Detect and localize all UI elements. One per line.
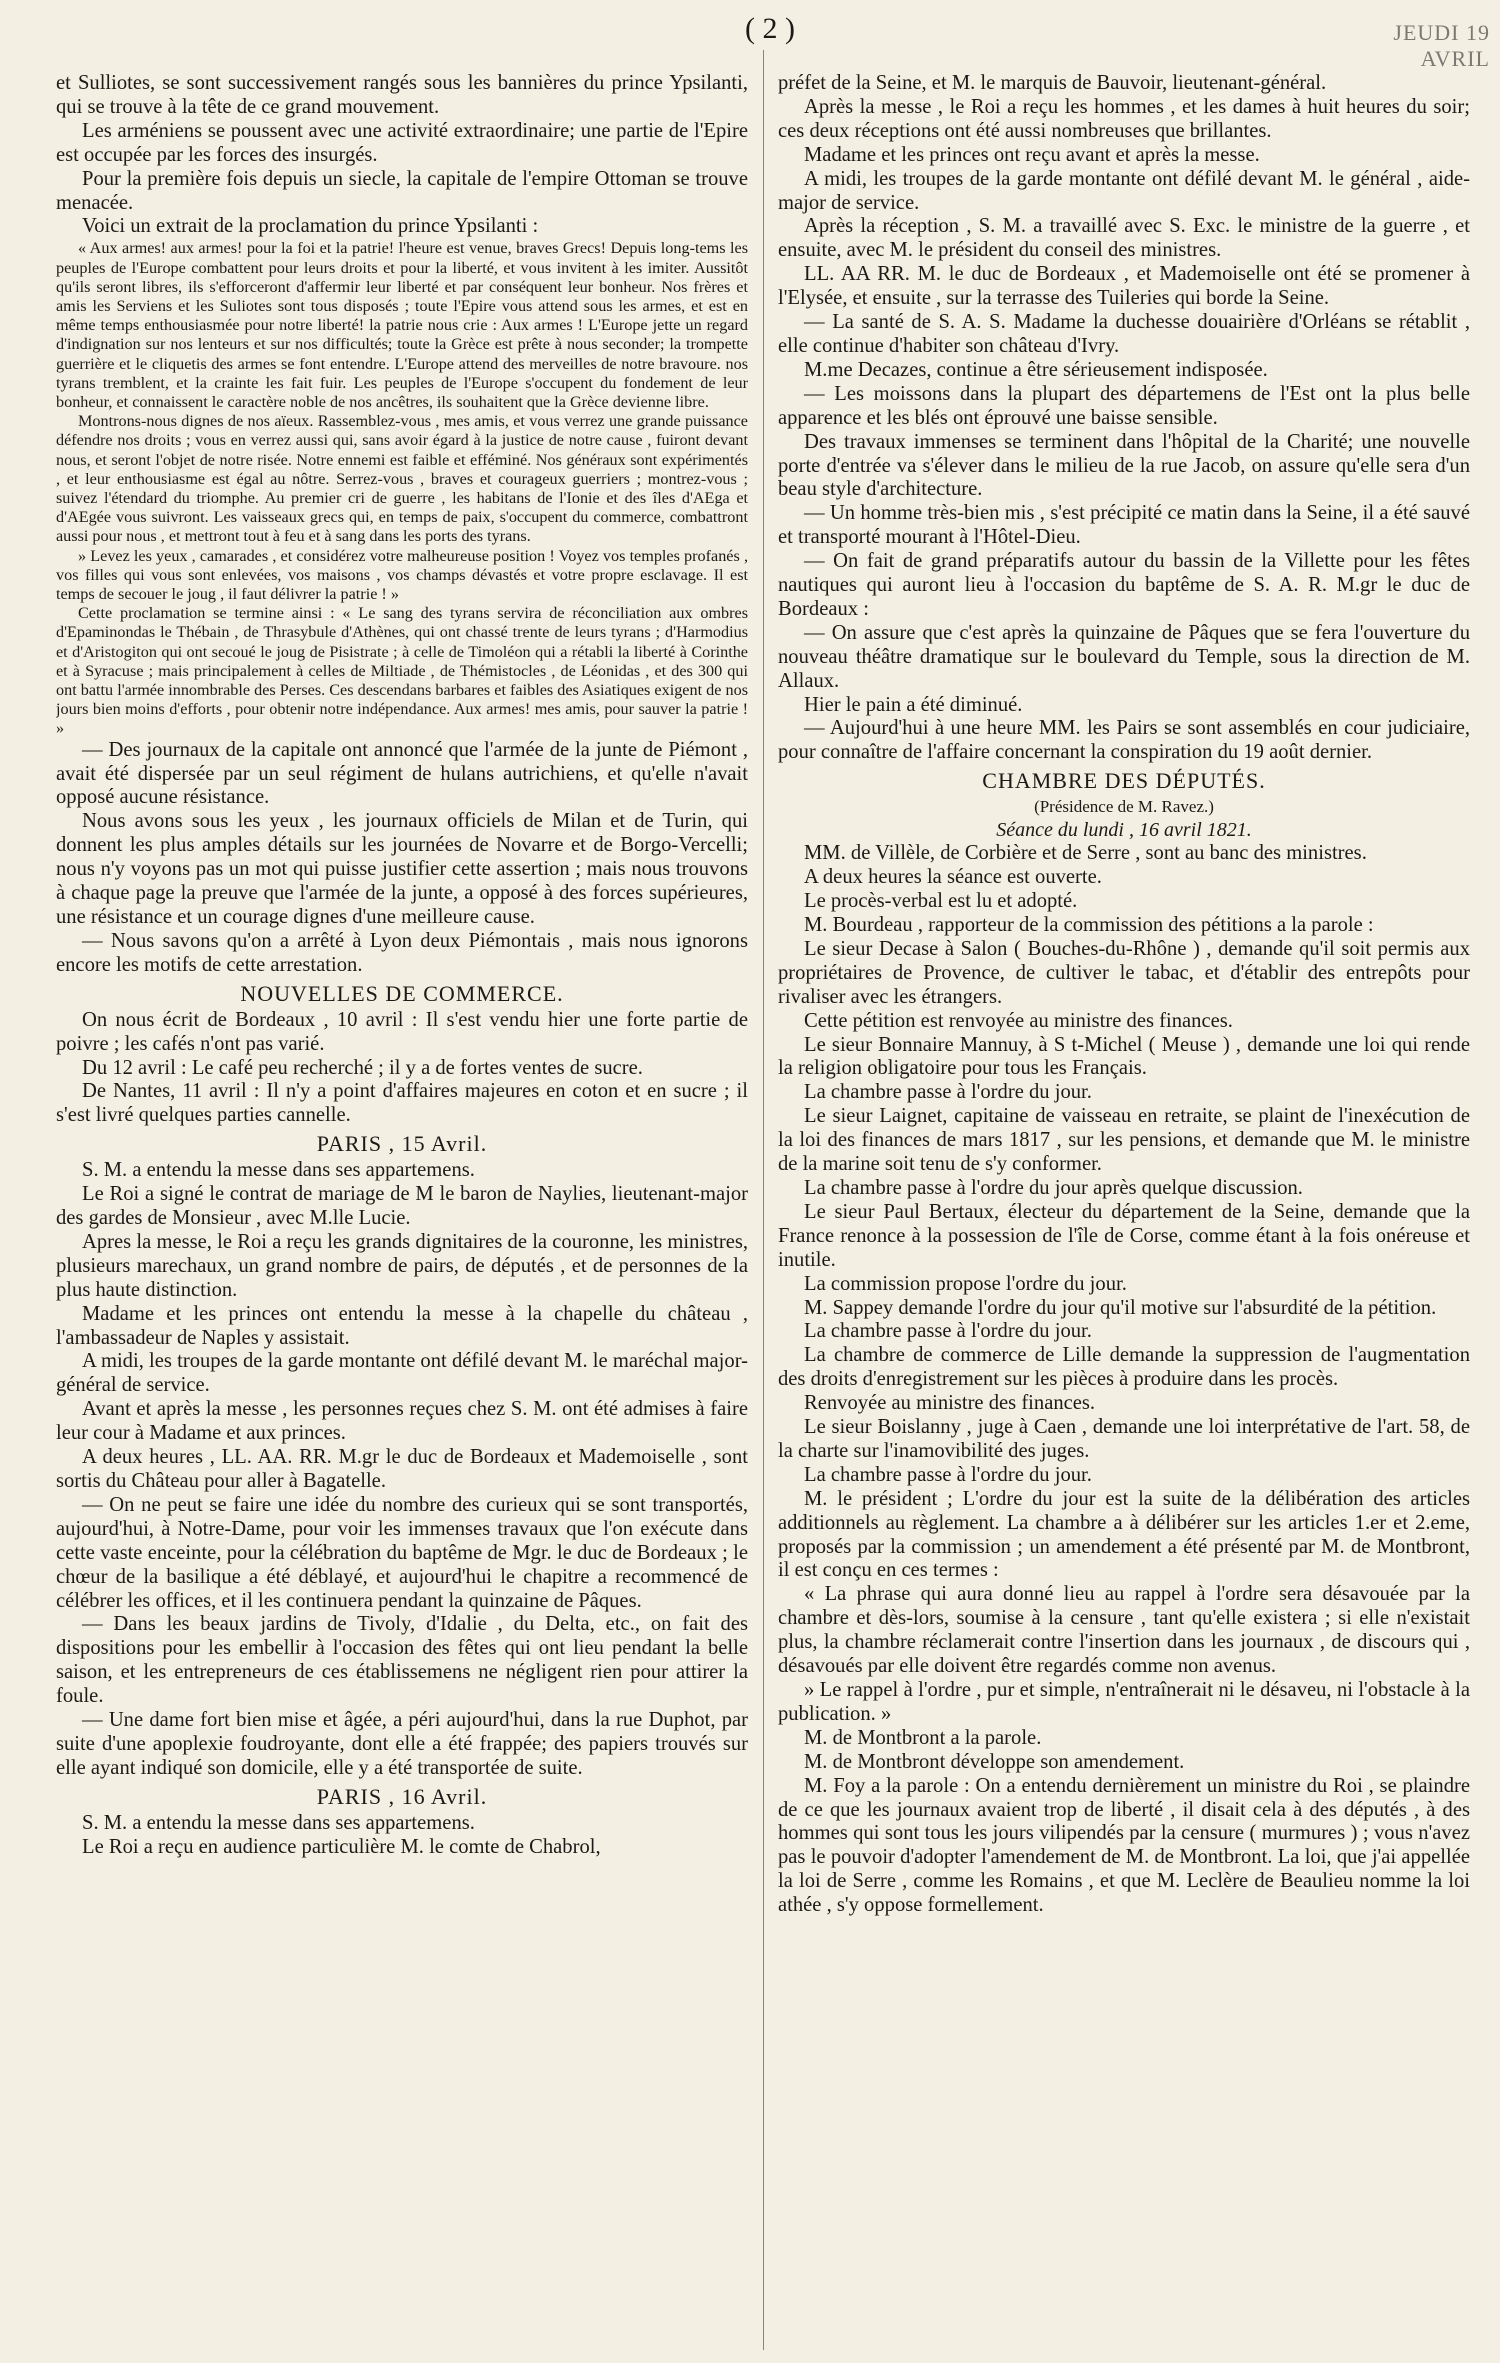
- proclamation-paragraph: « Aux armes! aux armes! pour la foi et la patrie! l'heure est venue, braves Grecs! Depuis long-tems les peuples de l'Europe combattent pour leurs droits et pour la liberté, et vous invitent à les imiter. Aussitôt qu'ils seront libres, ils s'efforceront d'affermir leur liberté et par conséquent leur bonheur. Nos frères et amis les Serviens et les Suliotes sont tous disposés ; toute l'Epire vous attend sous les armes, et est en même temps enthousiasmée pour notre liberté! la patrie nous crie : Aux armes ! L'Europe jette un regard d'indignation sur nos lenteurs et sur nos difficultés; toute la Grèce est prête à nous seconder; la trompette guerrière et le cliquetis des armes se font entendre. L'Europe attend des merveilles de notre bravoure. nos tyrans tremblent, et la crainte les fait fuir. Les peuples de l'Europe s'occupent du fondement de leur bonheur, et connaissent le caractère noble de nos ancêtres, ils souhaitent que la Grèce devienne libre.: [56, 239, 748, 411]
- paragraph: Le sieur Paul Bertaux, électeur du département de la Seine, demande que la France renonce à la possession de l'île de Corse, comme étant à la fois onéreuse et inutile.: [778, 1200, 1470, 1271]
- paragraph: Renvoyée au ministre des finances.: [804, 1392, 1096, 1415]
- paragraph: Nous avons sous les yeux , les journaux officiels de Milan et de Turin, qui donnent les plus amples détails sur les journées de Novarre et de Borgo-Vercelli; nous n'y voyons pas un mot qui puisse justifier cette assertion ; mais nous trouvons à chaque page la preuve que l'armée de la junte, a opposé à des forces supérieures, une résistance et un courage dignes d'une meilleure cause.: [56, 810, 748, 928]
- proclamation-paragraph: Cette proclamation se termine ainsi : « Le sang des tyrans servira de réconciliation aux ombres d'Epaminondas le Thébain , de Thrasybule d'Athènes, qui ont chassé trente de leurs tyrans ; d'Harmodius et d'Aristogiton qui ont secoué le joug de Pisistrate ; à celle de Timoléon qui a rétabli la liberté à Corinthe et à Syracuse ; mais principalement à celles de Miltiade , de Thémistocles , de Léonidas , et des 300 qui ont battu l'armée innombrable des Perses. Ces descendans barbares et faibles des Asiatiques exigent de nos jours bien moins d'efforts , pour obtenir notre indépendance. Aux armes! mes amis, pour sauver la patrie ! »: [56, 604, 748, 738]
- paragraph: Des travaux immenses se terminent dans l'hôpital de la Charité; une nouvelle porte d'entrée va s'élever dans le milieu de la rue Jacob, on assure qu'elle sera d'un beau style d'architecture.: [778, 430, 1470, 501]
- paragraph: La chambre passe à l'ordre du jour.: [804, 1463, 1092, 1486]
- paragraph: Le sieur Bonnaire Mannuy, à S t-Michel ( Meuse ) , demande une loi qui rende la religion obligatoire pour tous les Français.: [778, 1033, 1470, 1080]
- paragraph: Du 12 avril : Le café peu recherché ; il y a de fortes ventes de sucre.: [82, 1056, 643, 1079]
- paragraph: Madame et les princes ont entendu la messe à la chapelle du château , l'ambassadeur de Naples y assistait.: [56, 1302, 748, 1349]
- paragraph: Le procès-verbal est lu et adopté.: [804, 890, 1078, 913]
- paragraph: On nous écrit de Bordeaux , 10 avril : Il s'est vendu hier une forte partie de poivre ; les cafés n'ont pas varié.: [56, 1008, 748, 1055]
- section-heading-paris-15: PARIS , 15 Avril.: [316, 1131, 488, 1157]
- paragraph: Cette pétition est renvoyée au ministre des finances.: [804, 1009, 1233, 1032]
- seance-line: Séance du lundi , 16 avril 1821.: [996, 819, 1252, 842]
- paragraph: préfet de la Seine, et M. le marquis de Bauvoir, lieutenant-général.: [778, 72, 1327, 94]
- paragraph: — Les moissons dans la plupart des départemens de l'Est ont la plus belle apparence et les blés ont éprouvé une baisse sensible.: [778, 382, 1470, 429]
- paragraph: A midi, les troupes de la garde montante ont défilé devant M. le général , aide-major de service.: [778, 167, 1470, 214]
- paragraph: Le sieur Decase à Salon ( Bouches-du-Rhône ) , demande qu'il soit permis aux propriétaires de Provence, de cultiver le tabac, et d'établir des entrepôts pour rivaliser avec les étrangers.: [778, 937, 1470, 1008]
- paragraph: La chambre passe à l'ordre du jour après quelque discussion.: [804, 1176, 1303, 1199]
- paragraph: — On assure que c'est après la quinzaine de Pâques que se fera l'ouverture du nouveau théâtre dramatique sur le boulevard du Temple, sous la direction de M. Allaux.: [778, 621, 1470, 692]
- header-fragment: JEUDI 19 AVRIL: [1393, 20, 1490, 71]
- paragraph: — La santé de S. A. S. Madame la duchesse douairière d'Orléans se rétablit , elle continue d'habiter son château d'Ivry.: [778, 311, 1470, 357]
- paragraph: Après la réception , S. M. a travaillé avec S. Exc. le ministre de la guerre , et ensuite, avec M. le président du conseil des ministres.: [778, 215, 1470, 262]
- paragraph: — On ne peut se faire une idée du nombre des curieux qui se sont transportés, aujourd'hui, à Notre-Dame, pour voir les immenses travaux que l'on exécute dans cette vaste enceinte, pour la célébration du baptême de Mgr. le duc de Bordeaux ; le chœur de la basilique a été déblayé, et aujourd'hui le chapitre a recommencé de célébrer les offices, et il les continuera pendant la quinzaine de Pâques.: [56, 1493, 748, 1612]
- paragraph: Après la messe , le Roi a reçu les hommes , et les dames à huit heures du soir; ces deux réceptions ont été aussi nombreuses que brillantes.: [778, 95, 1470, 142]
- paragraph: Le sieur Laignet, capitaine de vaisseau en retraite, se plaint de l'inexécution de la loi des finances de mars 1817 , sur les pensions, et demande que M. le ministre de la marine soit tenu de s'y conformer.: [778, 1105, 1470, 1176]
- paragraph: Voici un extrait de la proclamation du prince Ypsilanti :: [82, 215, 539, 238]
- paragraph: S. M. a entendu la messe dans ses appartemens.: [82, 1159, 475, 1182]
- paragraph: Pour la première fois depuis un siecle, la capitale de l'empire Ottoman se trouve menacée.: [56, 167, 748, 214]
- paragraph: A deux heures la séance est ouverte.: [804, 866, 1102, 889]
- paragraph: M. de Montbront développe son amendement.: [804, 1750, 1185, 1773]
- paragraph: Le Roi a reçu en audience particulière M. le comte de Chabrol,: [82, 1835, 601, 1858]
- paragraph: LL. AA RR. M. le duc de Bordeaux , et Mademoiselle ont été se promener à l'Elysée, et ensuite , sur la terrasse des Tuileries qui borde la Seine.: [778, 263, 1470, 310]
- paragraph: A deux heures , LL. AA. RR. M.gr le duc de Bordeaux et Mademoiselle , sont sortis du Château pour aller à Bagatelle.: [56, 1446, 748, 1492]
- paragraph: La chambre passe à l'ordre du jour.: [804, 1320, 1092, 1343]
- paragraph: Avant et après la messe , les personnes reçues chez S. M. ont été admises à faire leur cour à Madame et aux princes.: [56, 1398, 748, 1445]
- paragraph: » Le rappel à l'ordre , pur et simple, n'entraînerait ni le désaveu, ni l'obstacle à la publication. »: [778, 1679, 1470, 1725]
- paragraph: — Des journaux de la capitale ont annoncé que l'armée de la junte de Piémont , avait été dispersée par un seul régiment de hulans autrichiens, et qu'elle n'avait opposé aucune résistance.: [56, 738, 748, 809]
- right-column: [778, 72, 1470, 2352]
- paragraph: M. Foy a la parole : On a entendu dernièrement un ministre du Roi , se plaindre de ce que les journaux avaient trop de liberté , il disait cela à des députés , à des hommes qui sont tous les jours vilipendés par la censure ( murmures ) ; vous n'avez pas le pouvoir d'adopter l'amendement de M. de Montbront. La loi, que j'ai appellée la loi de Serre , comme les Romains , et que M. Leclère de Beaulieu nomme la loi athée , s'y oppose formellement.: [778, 1774, 1470, 1917]
- paragraph: La chambre de commerce de Lille demande la suppression de l'augmentation des droits d'enregistrement sur les pièces à produire dans les procès.: [778, 1344, 1470, 1391]
- paragraph: — Une dame fort bien mise et âgée, a péri aujourd'hui, dans la rue Duphot, par suite d'une apoplexie foudroyante, dont elle a été frappée; des papiers trouvés sur elle ayant indiqué son domicile, elle y a été transportée de suite.: [56, 1709, 748, 1779]
- proclamation-paragraph: » Levez les yeux , camarades , et considérez votre malheureuse position ! Voyez vos temples profanés , vos filles qui vous sont enlevées, vos maisons , vos champs dévastés et votre propre esclavage. Il est temps de secouer le joug , il faut délivrer la patrie ! »: [56, 546, 748, 603]
- paragraph: — Un homme très-bien mis , s'est précipité ce matin dans la Seine, il a été sauvé et transporté mourant à l'Hôtel-Dieu.: [778, 502, 1470, 549]
- paragraph: Le sieur Boislanny , juge à Caen , demande une loi interprétative de l'art. 58, de la charte sur l'inamovibilité des juges.: [778, 1416, 1470, 1462]
- paragraph: Le Roi a signé le contrat de mariage de M le baron de Naylies, lieutenant-major des gardes de Monsieur , avec M.lle Lucie.: [56, 1183, 748, 1230]
- paragraph: M. de Montbront a la parole.: [804, 1726, 1042, 1749]
- paragraph: « La phrase qui aura donné lieu au rappel à l'ordre sera désavouée par la chambre et dès-lors, soumise à la censure , tant qu'elle existera ; si elle n'existait plus, la chambre réclamerait contre l'insertion dans les journaux , de discours qui , désavoués par elle doivent être regardés comme non avenus.: [778, 1583, 1470, 1678]
- paragraph: M. le président ; L'ordre du jour est la suite de la délibération des articles additionnels au règlement. La chambre a à délibérer sur les articles 1.er et 2.eme, proposés par la commission ; un amendement a été présenté par M. de Montbront, il est conçu en ces termes :: [778, 1487, 1470, 1582]
- paragraph: De Nantes, 11 avril : Il n'y a point d'affaires majeures en coton et en sucre ; il s'est livré quelques parties cannelle.: [56, 1080, 748, 1127]
- paragraph: A midi, les troupes de la garde montante ont défilé devant M. le maréchal major-général de service.: [56, 1350, 748, 1397]
- paragraph: — Nous savons qu'on a arrêté à Lyon deux Piémontais , mais nous ignorons encore les motifs de cette arrestation.: [56, 929, 748, 976]
- proclamation-paragraph: Montrons-nous dignes de nos aïeux. Rassemblez-vous , mes amis, et vous verrez une grande puissance défendre nos droits ; vous en verrez aussi qui, sans avoir égard à la justice de notre cause , fuiront devant nous, et seront l'objet de notre risée. Notre ennemi est faible et efféminé. Nos généraux sont expérimentés , et leur enthousiasme est égal au nôtre. Serrez-vous , braves et courageux guerriers ; montrez-vous ; suivez l'étendard du triomphe. Au premier cri de guerre , les habitans de l'Ionie et des îles d'AEga et d'AEgée vous suivront. Les vaisseaux grecs qui, en temps de paix, s'occupent du commerce, combattront aussi pour nous , et mettront tout à feu et à sang dans les ports des tyrans.: [56, 412, 748, 546]
- column-divider: [763, 50, 764, 2350]
- paragraph: — Dans les beaux jardins de Tivoly, d'Idalie , du Delta, etc., on fait des dispositions pour les embellir à l'occasion des fêtes qui ont lieu pendant la belle saison, et les entrepreneurs de ces établissemens ne négligent rien pour attirer la foule.: [56, 1613, 748, 1708]
- paragraph: — On fait de grand préparatifs autour du bassin de la Villette pour les fêtes nautiques qui auront lieu à l'occasion du baptême de S. A. R. M.gr le duc de Bordeaux :: [778, 550, 1470, 620]
- paragraph: Apres la messe, le Roi a reçu les grands dignitaires de la couronne, les ministres, plusieurs marechaux, un grand nombre de pairs, de députés , et de personnes de la plus haute distinction.: [56, 1230, 748, 1301]
- left-column: [56, 72, 748, 2352]
- paragraph: M. Sappey demande l'ordre du jour qu'il motive sur l'absurdité de la pétition.: [804, 1296, 1437, 1319]
- paragraph: M.me Decazes, continue a être sérieusement indisposée.: [804, 358, 1268, 381]
- paragraph: M. Bourdeau , rapporteur de la commission des pétitions a la parole :: [804, 914, 1374, 936]
- paragraph: La commission propose l'ordre du jour.: [804, 1272, 1127, 1295]
- paragraph: — Aujourd'hui à une heure MM. les Pairs se sont assemblés en cour judiciaire, pour connaître de l'affaire concernant la conspiration du 19 août dernier.: [778, 717, 1470, 764]
- paragraph: S. M. a entendu la messe dans ses appartemens.: [82, 1811, 475, 1834]
- paragraph: Les arméniens se poussent avec une activité extraordinaire; une partie de l'Epire est occupée par les forces des insurgés.: [56, 119, 748, 166]
- section-heading-commerce: NOUVELLES DE COMMERCE.: [240, 980, 564, 1006]
- section-heading-chamber: CHAMBRE DES DÉPUTÉS.: [982, 768, 1266, 794]
- paragraph: La chambre passe à l'ordre du jour.: [804, 1081, 1092, 1104]
- section-heading-paris-16: PARIS , 16 Avril.: [316, 1783, 488, 1809]
- presidence-line: (Présidence de M. Ravez.): [1034, 797, 1214, 817]
- paragraph: MM. de Villèle, de Corbière et de Serre , sont au banc des ministres.: [804, 842, 1367, 865]
- paragraph: Hier le pain a été diminué.: [804, 693, 1023, 716]
- page-number: ( 2 ): [745, 12, 795, 45]
- paragraph: Madame et les princes ont reçu avant et après la messe.: [804, 143, 1260, 166]
- paragraph: et Sulliotes, se sont successivement rangés sous les bannières du prince Ypsilanti, qui se trouve à la tête de ce grand mouvement.: [56, 72, 748, 118]
